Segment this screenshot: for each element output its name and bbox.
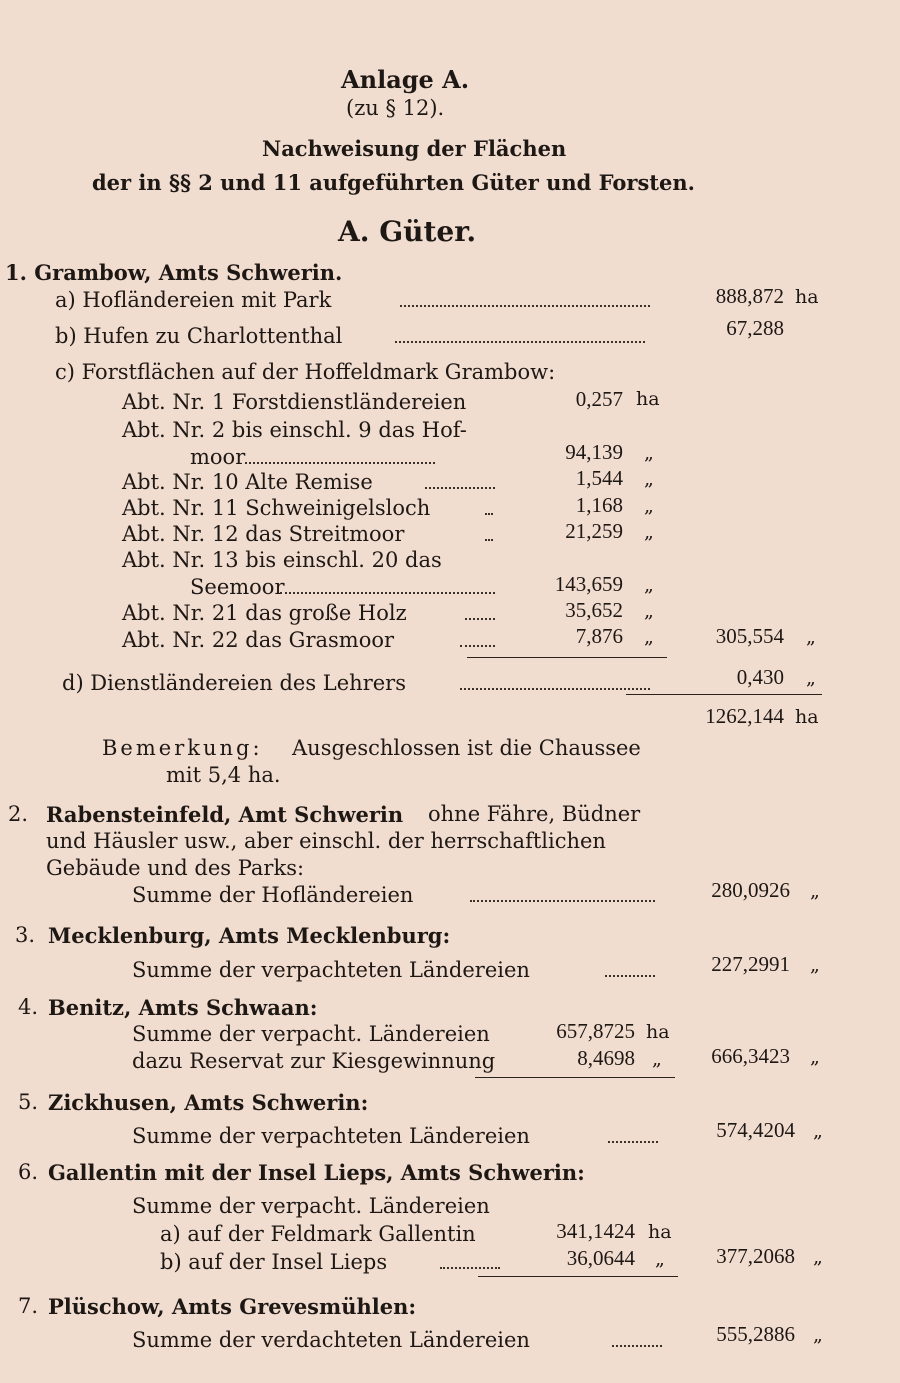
remark-text: Ausgeschlossen ist die Chaussee bbox=[292, 736, 641, 760]
entry2-value: 280,0926 bbox=[711, 878, 790, 902]
abt-11-label: Abt. Nr. 11 Schweinigelsloch bbox=[122, 496, 431, 520]
entry6-a-value: 341,1424 bbox=[556, 1219, 635, 1243]
abt-1-unit: ha bbox=[636, 388, 660, 410]
entry5-number: 5. bbox=[18, 1090, 39, 1114]
entry6-number: 6. bbox=[18, 1160, 39, 1184]
abt-21-unit: „ bbox=[644, 600, 654, 622]
entry4-line2-unit: „ bbox=[652, 1048, 662, 1070]
abt-10-label: Abt. Nr. 10 Alte Remise bbox=[122, 470, 373, 494]
leader-dots bbox=[605, 975, 655, 977]
entry2-line1-rest: ohne Fähre, Büdner bbox=[428, 802, 641, 826]
entry1-c-total-unit: „ bbox=[806, 626, 816, 648]
entry5-name: Zickhusen, Amts Schwerin: bbox=[48, 1090, 369, 1115]
total-rule bbox=[626, 694, 822, 695]
entry6-a-label: a) auf der Feldmark Gallentin bbox=[160, 1222, 476, 1246]
leader-dots bbox=[460, 645, 495, 647]
abt-22-label: Abt. Nr. 22 das Grasmoor bbox=[122, 628, 395, 652]
leader-dots bbox=[608, 1141, 658, 1143]
entry1-d-unit: „ bbox=[806, 667, 816, 689]
entry1-heading: 1. Grambow, Amts Schwerin. bbox=[5, 260, 343, 285]
entry4-number: 4. bbox=[18, 995, 39, 1019]
leader-dots bbox=[460, 688, 650, 690]
entry4-unit: „ bbox=[810, 1046, 820, 1068]
anlage-heading: Anlage A. bbox=[341, 65, 470, 94]
entry3-unit: „ bbox=[810, 954, 820, 976]
entry3-number: 3. bbox=[15, 923, 36, 947]
entry4-line1-unit: ha bbox=[646, 1021, 670, 1043]
leader-dots bbox=[470, 900, 655, 902]
entry1-a-unit: ha bbox=[795, 286, 819, 308]
leader-dots bbox=[400, 305, 650, 307]
entry4-line1: Summe der verpacht. Ländereien bbox=[132, 1022, 490, 1046]
entry1-a-value: 888,872 bbox=[715, 284, 784, 308]
entry1-total: 1262,144 bbox=[705, 704, 784, 728]
entry5-value: 574,4204 bbox=[716, 1118, 795, 1142]
document-title-line1: Nachweisung der Flächen bbox=[262, 136, 567, 161]
abt-10-unit: „ bbox=[644, 468, 654, 490]
entry4-value: 666,3423 bbox=[711, 1044, 790, 1068]
abt-13-value: 143,659 bbox=[554, 572, 623, 596]
entry1-b-value: 67,288 bbox=[726, 316, 784, 340]
leader-dots bbox=[280, 592, 495, 594]
abt-22-value: 7,876 bbox=[575, 624, 623, 648]
entry3-name: Mecklenburg, Amts Mecklenburg: bbox=[48, 923, 451, 948]
entry2-name: Rabensteinfeld, Amt Schwerin bbox=[46, 802, 404, 827]
entry1-c-label: c) Forstflächen auf der Hoffeldmark Grambow: bbox=[55, 360, 556, 384]
entry1-d-value: 0,430 bbox=[736, 665, 784, 689]
abt-13-label: Abt. Nr. 13 bis einschl. 20 das bbox=[122, 548, 442, 572]
entry7-unit: „ bbox=[813, 1324, 823, 1346]
abt-2-unit: „ bbox=[644, 442, 654, 464]
entry6-b-unit: „ bbox=[655, 1248, 665, 1270]
entry1-total-unit: ha bbox=[795, 706, 819, 728]
abt-1-label: Abt. Nr. 1 Forstdienstländereien bbox=[122, 390, 467, 414]
abt-13-unit: „ bbox=[644, 574, 654, 596]
abt-1-value: 0,257 bbox=[575, 387, 623, 411]
entry5-sum-label: Summe der verpachteten Ländereien bbox=[132, 1124, 530, 1148]
entry1-d-label: d) Dienstländereien des Lehrers bbox=[62, 671, 406, 695]
entry6-unit: „ bbox=[813, 1246, 823, 1268]
entry6-name: Gallentin mit der Insel Lieps, Amts Schwerin: bbox=[48, 1160, 585, 1185]
entry3-sum-label: Summe der verpachteten Ländereien bbox=[132, 958, 530, 982]
entry6-line1: Summe der verpacht. Ländereien bbox=[132, 1194, 490, 1218]
abt-12-label: Abt. Nr. 12 das Streitmoor bbox=[122, 522, 405, 546]
abt-10-value: 1,544 bbox=[575, 466, 623, 490]
entry2-unit: „ bbox=[810, 880, 820, 902]
leader-dots bbox=[245, 462, 435, 464]
subtotal-rule bbox=[475, 1077, 675, 1078]
entry2-number: 2. bbox=[8, 802, 29, 826]
entry1-b-label: b) Hufen zu Charlottenthal bbox=[55, 324, 343, 348]
abt-22-unit: „ bbox=[644, 626, 654, 648]
leader-dots bbox=[425, 487, 495, 489]
abt-21-label: Abt. Nr. 21 das große Holz bbox=[122, 601, 407, 625]
leader-dots bbox=[395, 341, 645, 343]
subtotal-rule bbox=[478, 1276, 678, 1277]
entry2-sum-label: Summe der Hofländereien bbox=[132, 883, 414, 907]
leader-dots bbox=[485, 539, 493, 541]
remark-label: Bemerkung: bbox=[102, 736, 263, 760]
entry1-a-label: a) Hofländereien mit Park bbox=[55, 288, 332, 312]
leader-dots bbox=[485, 513, 493, 515]
entry3-value: 227,2991 bbox=[711, 952, 790, 976]
leader-dots bbox=[612, 1345, 662, 1347]
section-reference: (zu § 12). bbox=[346, 96, 445, 120]
entry4-line2: dazu Reservat zur Kiesgewinnung bbox=[132, 1049, 496, 1073]
leader-dots bbox=[465, 618, 495, 620]
abt-13-label-cont: Seemoor bbox=[190, 575, 285, 599]
entry5-unit: „ bbox=[813, 1120, 823, 1142]
entry4-line1-value: 657,8725 bbox=[556, 1019, 635, 1043]
abt-21-value: 35,652 bbox=[565, 598, 623, 622]
abt-2-value: 94,139 bbox=[565, 440, 623, 464]
entry7-name: Plüschow, Amts Grevesmühlen: bbox=[48, 1294, 417, 1319]
document-title-line2: der in §§ 2 und 11 aufgeführten Güter und Forsten. bbox=[92, 170, 695, 195]
entry2-line2: und Häusler usw., aber einschl. der herrschaftlichen bbox=[46, 829, 606, 853]
abt-2-label: Abt. Nr. 2 bis einschl. 9 das Hof- bbox=[122, 418, 467, 442]
leader-dots bbox=[440, 1267, 500, 1269]
entry7-value: 555,2886 bbox=[716, 1322, 795, 1346]
section-title: A. Güter. bbox=[338, 215, 477, 248]
entry7-number: 7. bbox=[18, 1294, 39, 1318]
subtotal-rule bbox=[467, 657, 667, 658]
entry6-b-value: 36,0644 bbox=[566, 1246, 635, 1270]
entry1-c-total: 305,554 bbox=[715, 624, 784, 648]
entry6-value: 377,2068 bbox=[716, 1244, 795, 1268]
abt-12-value: 21,259 bbox=[565, 519, 623, 543]
abt-2-label-cont: moor bbox=[190, 445, 246, 469]
entry4-line2-value: 8,4698 bbox=[577, 1046, 635, 1070]
abt-11-value: 1,168 bbox=[575, 493, 623, 517]
entry4-name: Benitz, Amts Schwaan: bbox=[48, 995, 318, 1020]
entry2-line3: Gebäude und des Parks: bbox=[46, 856, 305, 880]
remark-text-cont: mit 5,4 ha. bbox=[166, 763, 281, 787]
abt-11-unit: „ bbox=[644, 495, 654, 517]
abt-12-unit: „ bbox=[644, 521, 654, 543]
entry6-a-unit: ha bbox=[648, 1221, 672, 1243]
entry6-b-label: b) auf der Insel Lieps bbox=[160, 1250, 388, 1274]
entry7-sum-label: Summe der verdachteten Ländereien bbox=[132, 1328, 530, 1352]
